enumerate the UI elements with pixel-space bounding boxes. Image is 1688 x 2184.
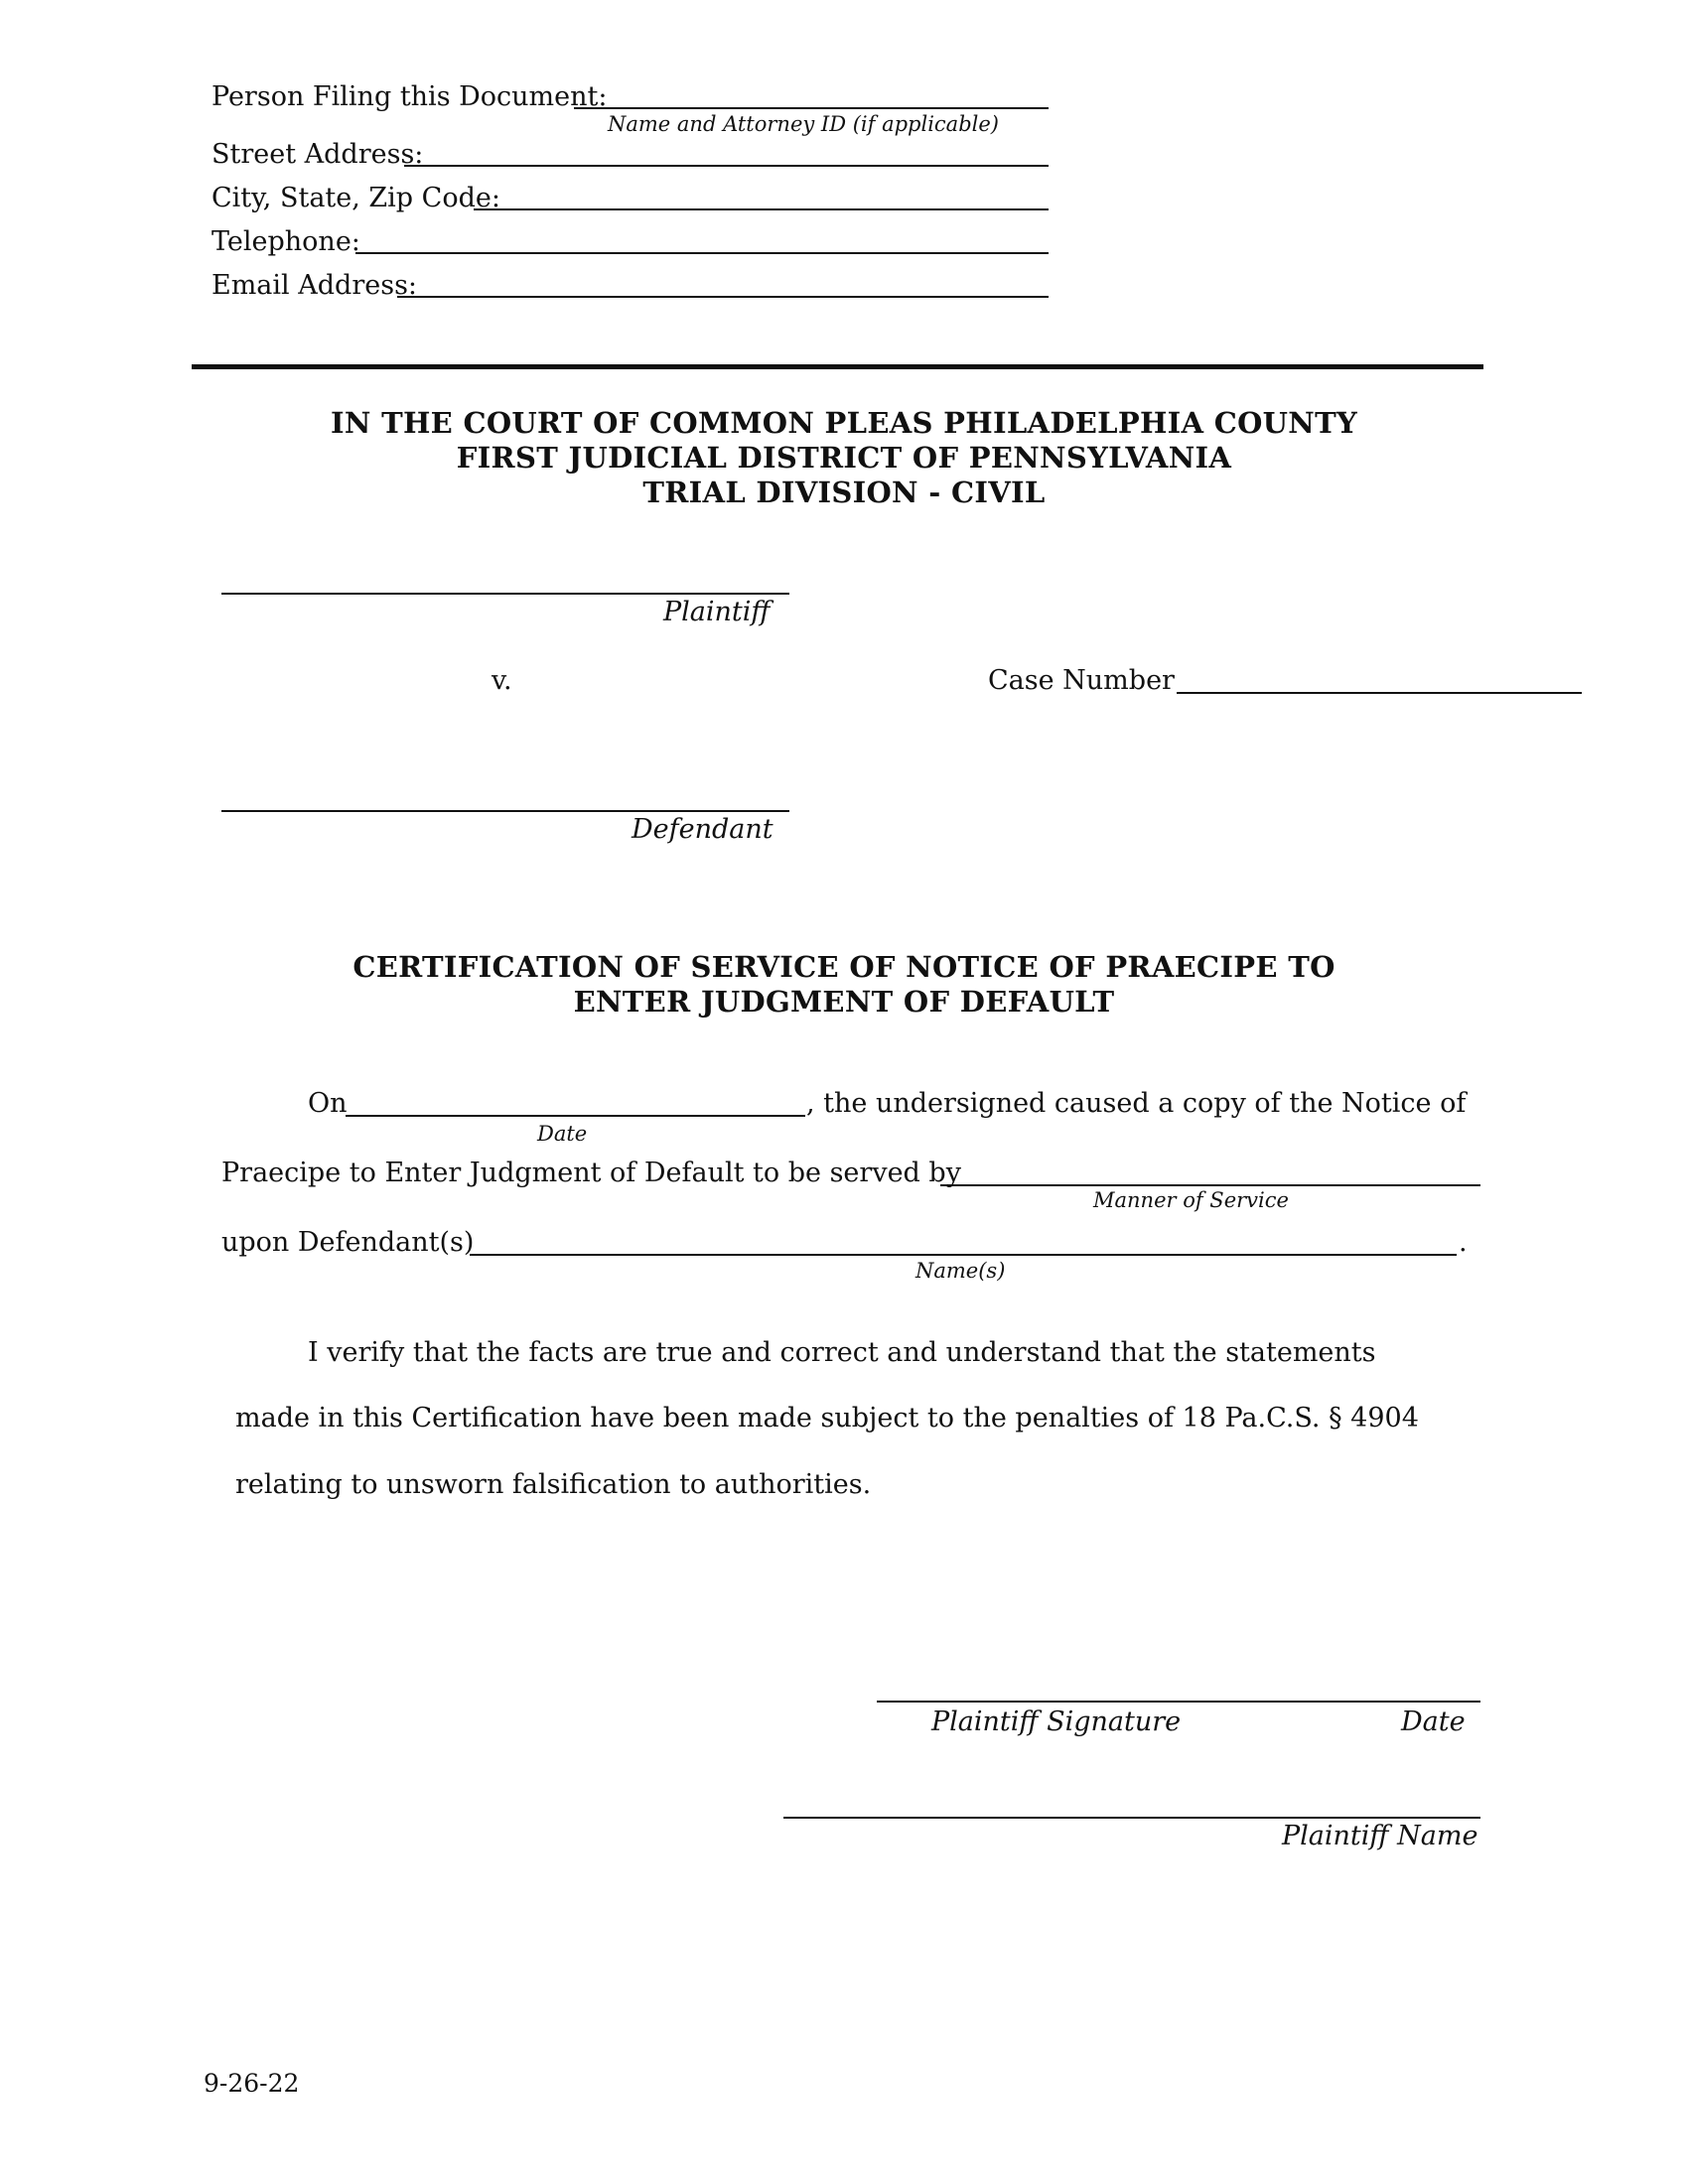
street-address-field[interactable] [404,165,1049,167]
street-address-label: Street Address: [211,139,424,170]
defendant-field[interactable] [221,810,789,812]
telephone-field[interactable] [355,252,1049,254]
on-label: On [308,1088,348,1119]
header-divider [192,364,1483,369]
case-number-field[interactable] [1177,692,1582,694]
telephone-label: Telephone: [211,226,360,257]
undersigned-text: , the undersigned caused a copy of the Notice of [806,1088,1467,1119]
manner-of-service-field[interactable] [940,1184,1480,1186]
names-hint: Name(s) [915,1259,1006,1283]
email-address-label: Email Address: [211,270,418,301]
plaintiff-signature-field[interactable] [877,1701,1480,1703]
defendant-names-field[interactable] [470,1254,1457,1256]
verification-line3: relating to unsworn falsification to authorities. [235,1469,872,1500]
verification-line2: made in this Certification have been made subject to the penalties of 18 Pa.C.S. § 4904 [235,1403,1419,1433]
person-filing-label: Person Filing this Document: [211,81,608,112]
manner-of-service-hint: Manner of Service [1093,1188,1289,1212]
plaintiff-name-label: Plaintiff Name [1282,1821,1478,1851]
court-heading-line1: IN THE COURT OF COMMON PLEAS PHILADELPHIA COUNTY [331,406,1357,440]
service-date-field[interactable] [346,1115,805,1117]
verification-line1: I verify that the facts are true and correct and understand that the statements [308,1337,1376,1368]
praecipe-text: Praecipe to Enter Judgment of Default to be served by [221,1158,961,1188]
city-state-zip-field[interactable] [474,208,1049,210]
document-title-line2: ENTER JUDGMENT OF DEFAULT [573,985,1115,1019]
period-mark: . [1459,1227,1468,1258]
versus-label: v. [492,665,512,696]
plaintiff-name-field[interactable] [783,1817,1480,1819]
plaintiff-signature-label: Plaintiff Signature [931,1706,1182,1737]
defendant-label: Defendant [632,814,774,845]
revision-date: 9-26-22 [204,2069,300,2098]
court-heading-line3: TRIAL DIVISION - CIVIL [642,476,1046,509]
signature-date-label: Date [1401,1706,1466,1737]
court-heading [0,406,1688,510]
court-heading-line2: FIRST JUDICIAL DISTRICT OF PENNSYLVANIA [456,441,1232,475]
city-state-zip-label: City, State, Zip Code: [211,183,500,213]
case-number-label: Case Number [988,665,1175,696]
name-attorney-id-hint: Name and Attorney ID (if applicable) [608,112,999,136]
date-hint: Date [537,1122,588,1146]
plaintiff-field[interactable] [221,593,789,595]
person-filing-field[interactable] [574,107,1049,109]
document-title-line1: CERTIFICATION OF SERVICE OF NOTICE OF PRAECIPE TO [352,950,1336,984]
plaintiff-label: Plaintiff [663,597,771,627]
email-address-field[interactable] [397,296,1049,298]
document-title [0,950,1688,1020]
upon-defendants-text: upon Defendant(s) [221,1227,475,1258]
